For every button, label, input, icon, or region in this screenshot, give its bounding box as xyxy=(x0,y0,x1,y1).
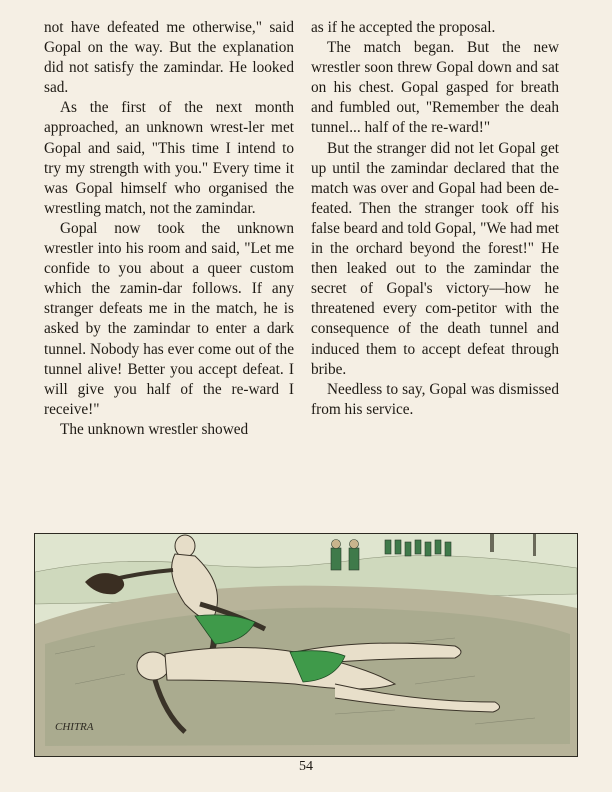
right-text-column xyxy=(311,18,559,420)
wrestling-scene-drawing xyxy=(35,534,577,756)
paragraph: The match began. But the new wrestler soon threw Gopal down and sat on his chest. Gopal gasped for breath and fumbled out, "Remember the deah tunnel... half of the re-ward!" xyxy=(311,39,559,137)
paragraph: The unknown wrestler showed xyxy=(60,420,249,438)
artist-signature: CHITRA xyxy=(55,721,94,733)
paragraph: Gopal now took the unknown wrestler into his room and said, "Let me confide to you about a queer custom which the zamin-dar follows. If any stranger defeats me in the match, he is asked by the zamindar to enter a dark tunnel. Nobody has ever come out of the tunnel alive! Better you accept defeat. I will give you half of the re-ward I receive!" xyxy=(44,219,294,418)
page-number: 54 xyxy=(299,759,313,774)
paragraph: But the stranger did not let Gopal get up until the zamindar declared that the match was over and Gopal had been de-feated. Then the stranger took off his false beard and told Gopal, "We had met in the orchard beyond the forest!" He then leaked out to the zamindar the secret of Gopal's victory—how he threatened every com-petitor with the consequence of the death tunnel and induced them to accept defeat through bribe. xyxy=(311,139,559,378)
paragraph: not have defeated me otherwise," said Gopal on the way. But the explanation did not satisfy the zamindar. He looked sad. xyxy=(44,19,294,97)
wrestling-illustration xyxy=(34,533,578,757)
paragraph: as if he accepted the proposal. xyxy=(311,19,496,36)
paragraph: As the first of the next month approached, an unknown wrest-ler met Gopal and said, "This time I intend to try my strength with you." Every time it was Gopal himself who organised the wrestling match, not the zamindar. xyxy=(44,99,294,217)
paragraph: Needless to say, Gopal was dismissed from his service. xyxy=(311,380,559,418)
left-text-column xyxy=(44,18,294,440)
